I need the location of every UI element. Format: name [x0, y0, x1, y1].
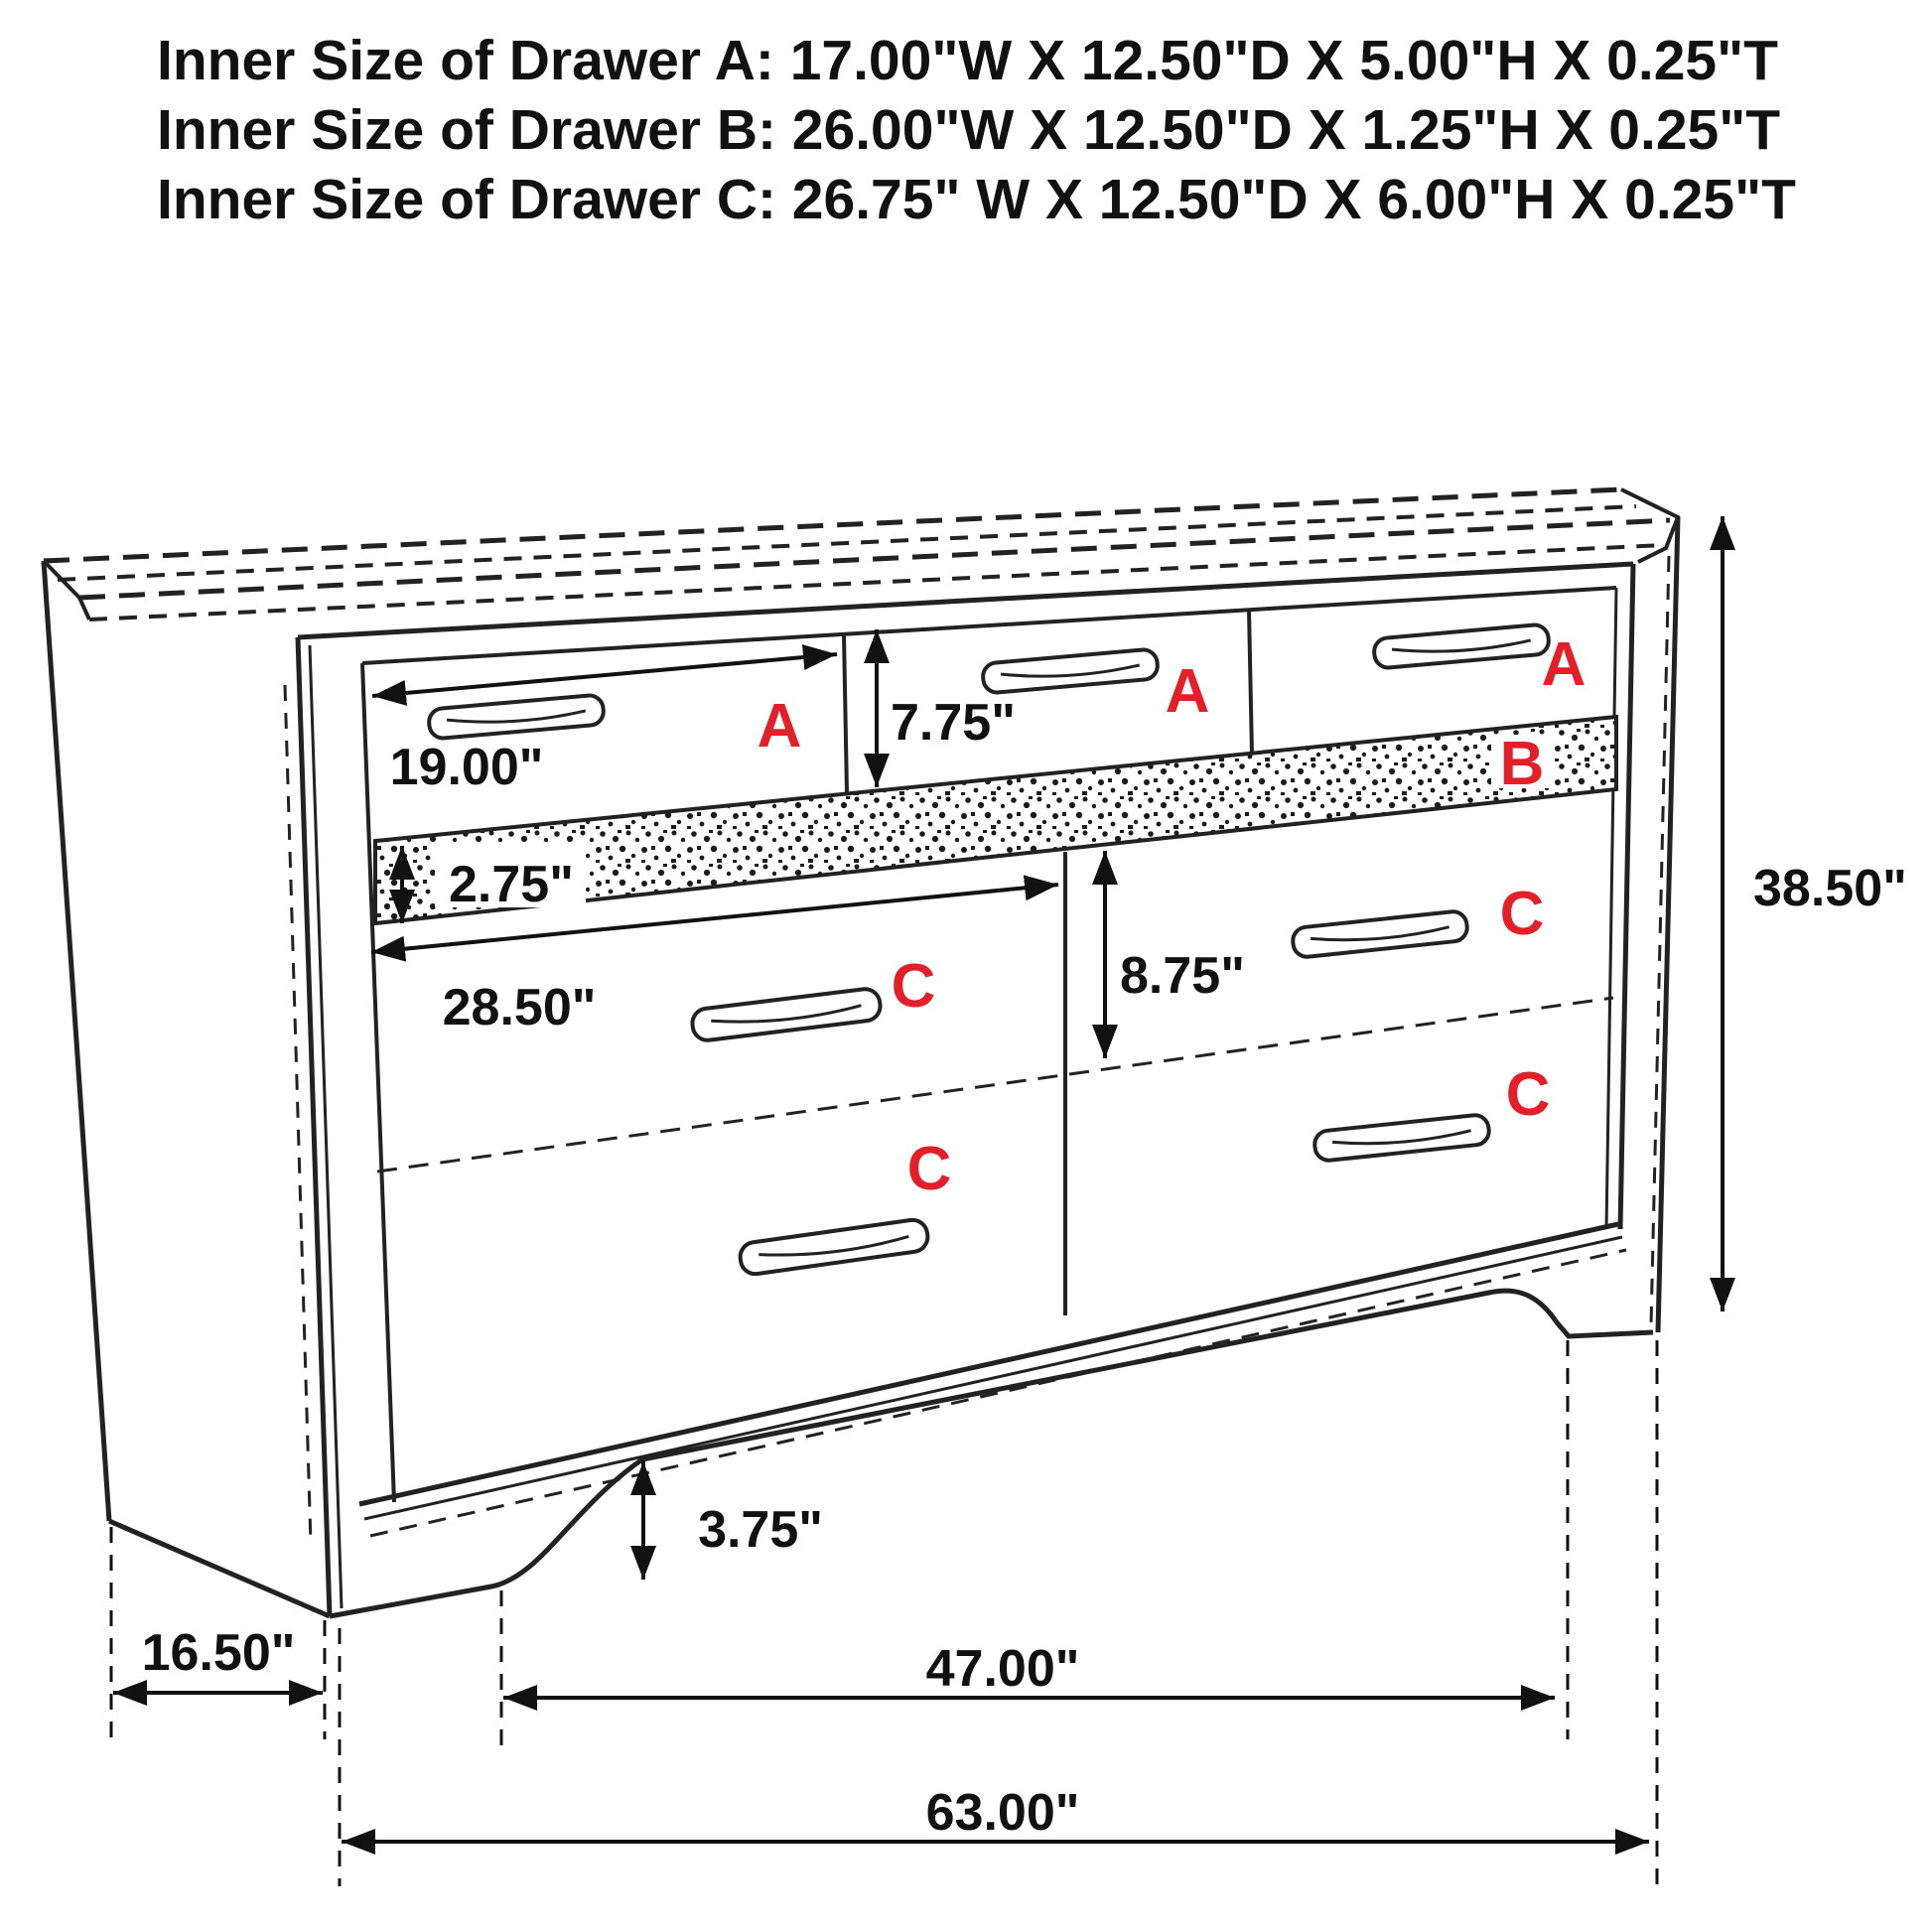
letter-a3: A [1541, 630, 1587, 699]
letter-a2: A [1165, 657, 1210, 726]
letter-c-left-bottom: C [906, 1135, 952, 1203]
label-drawer-a-height: 7.75" [891, 694, 1016, 752]
handle-c-left-top [691, 988, 882, 1042]
label-overall-height: 38.50" [1753, 860, 1907, 917]
label-depth: 16.50" [141, 1624, 296, 1682]
label-overall-width: 63.00" [925, 1784, 1080, 1842]
letter-a1: A [757, 692, 802, 760]
spec-line-drawer-b: Inner Size of Drawer B: 26.00"W X 12.50"D X 1.25"H X 0.25"T [157, 98, 1781, 162]
label-feet-span: 47.00" [925, 1640, 1080, 1698]
handle-a2 [982, 648, 1159, 693]
spec-line-drawer-a: Inner Size of Drawer A: 17.00"W X 12.50"D X 5.00"H X 0.25"T [157, 29, 1778, 92]
apron-and-feet [330, 1291, 1653, 1616]
handle-c-right-bottom [1313, 1114, 1490, 1162]
divider-a1-a2 [844, 634, 847, 793]
arrow-drawer-a-width [372, 654, 837, 696]
handle-a1 [428, 694, 605, 739]
label-strip-height: 2.75" [449, 856, 574, 913]
letter-c-right-bottom: C [1505, 1060, 1551, 1129]
label-drawer-c-height: 8.75" [1120, 947, 1245, 1005]
spec-line-drawer-c: Inner Size of Drawer C: 26.75" W X 12.50"D X 6.00"H X 0.25"T [157, 168, 1796, 231]
label-drawer-a-width: 19.00" [389, 739, 544, 796]
label-drawer-c-width: 28.50" [442, 979, 597, 1036]
letter-c-right-top: C [1499, 880, 1545, 948]
label-base-height: 3.75" [698, 1501, 823, 1559]
letter-b: B [1499, 730, 1545, 798]
handle-c-left-bottom [739, 1218, 930, 1276]
divider-a2-a3 [1249, 610, 1252, 755]
letter-c-left-top: C [891, 952, 936, 1021]
handle-a3 [1373, 623, 1550, 668]
cabinet-side-panel [44, 561, 330, 1616]
handle-c-right-top [1292, 910, 1468, 958]
base-molding [359, 1224, 1626, 1536]
